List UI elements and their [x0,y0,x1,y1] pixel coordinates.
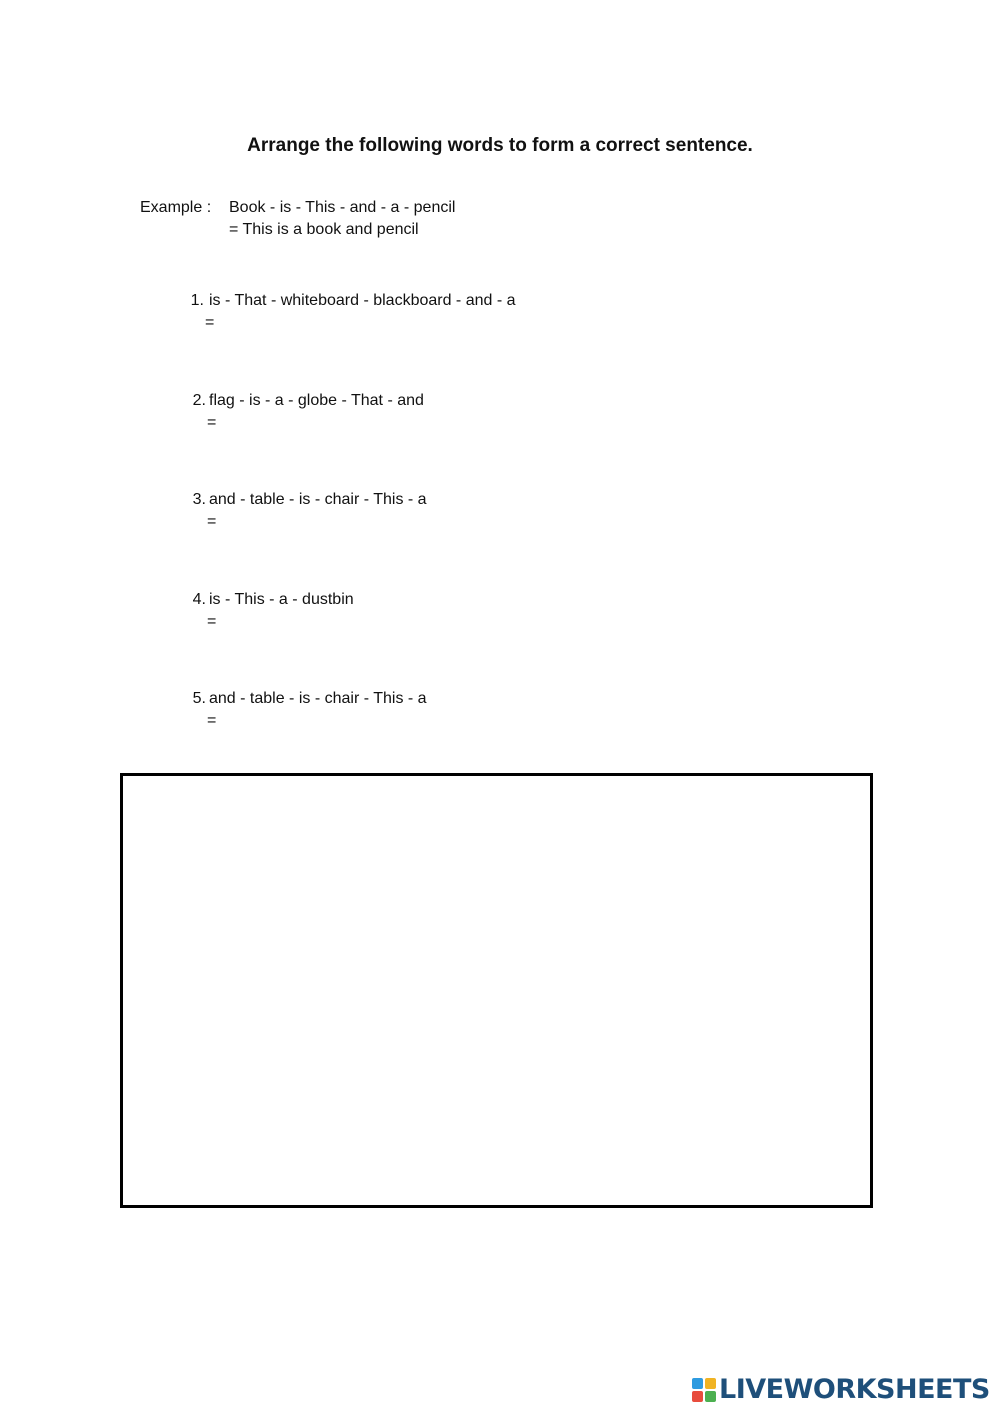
liveworksheets-branding [692,1374,990,1406]
item-4-number: 4. [192,591,206,608]
item-1-words: is - That - whiteboard - blackboard - and - a [209,292,516,309]
liveworksheets-logo-icon [692,1378,716,1402]
example-answer: = This is a book and pencil [229,221,419,238]
item-1-number: 1. [190,292,204,309]
item-3-words: and - table - is - chair - This - a [209,491,427,508]
item-2-number: 2. [192,392,206,409]
item-2-answer-line[interactable]: = [207,414,217,431]
item-4-words: is - This - a - dustbin [209,591,354,608]
item-3-number: 3. [192,491,206,508]
item-3-answer-line[interactable]: = [207,513,217,530]
liveworksheets-wordmark: LIVEWORKSHEETS [719,1374,990,1405]
answer-box[interactable] [120,773,873,1208]
worksheet-title: Arrange the following words to form a correct sentence. [247,135,753,156]
example-words: Book - is - This - and - a - pencil [229,199,456,216]
item-2-words: flag - is - a - globe - That - and [209,392,424,409]
example-label: Example : [140,199,212,216]
item-1-answer-line[interactable]: = [205,314,215,331]
item-4-answer-line[interactable]: = [207,613,217,630]
item-5-answer-line[interactable]: = [207,712,217,729]
item-5-number: 5. [192,690,206,707]
item-5-words: and - table - is - chair - This - a [209,690,427,707]
